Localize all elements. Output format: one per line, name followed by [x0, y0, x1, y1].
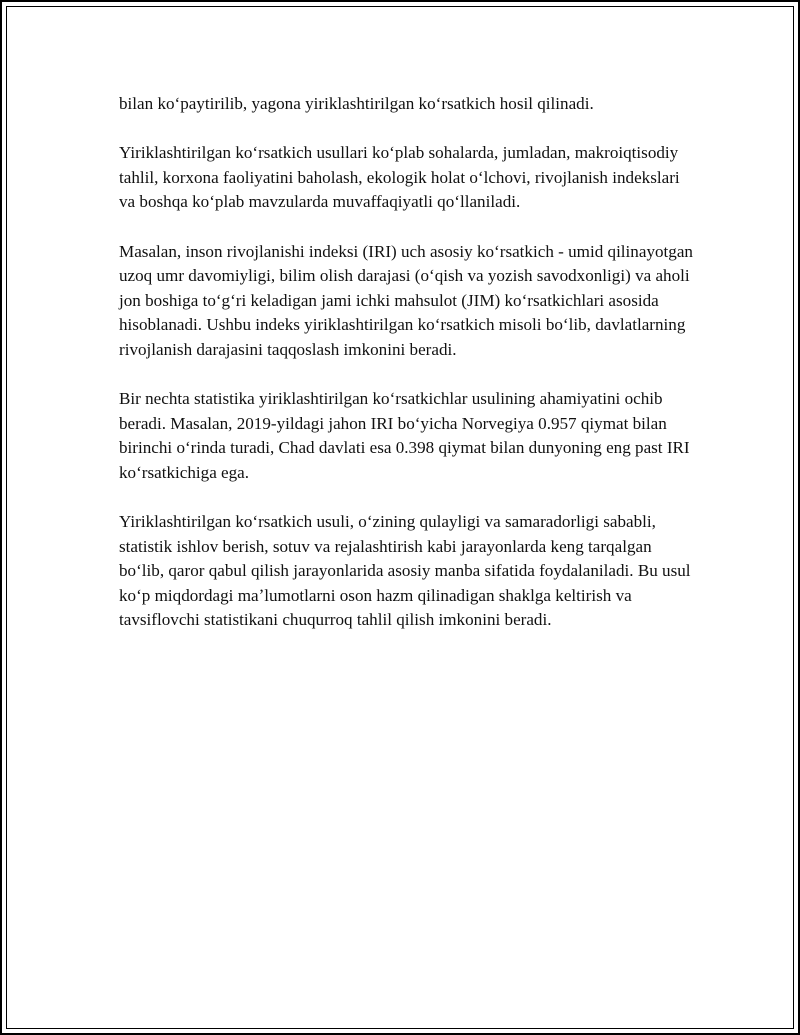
paragraph-2: Yiriklashtirilgan koʻrsatkich usullari koʻplab sohalarda, jumladan, makroiqtisodiy tahlil, korxona faoliyatini baholash, ekologik holat oʻlchovi, rivojlanish indekslari va boshqa koʻplab mavzularda muvaffaqiyatli qoʻllaniladi. — [119, 143, 680, 212]
paragraph-3: Masalan, inson rivojlanishi indeksi (IRI) uch asosiy koʻrsatkich - umid qilinayotgan uzoq umr davomiyligi, bilim olish darajasi (oʻqish va yozish savodxonligi) va aholi jon boshiga toʻgʻri keladigan jami ichki mahsulot (JIM) koʻrsatkichlari asosida hisoblanadi. Ushbu indeks yiriklashtirilgan koʻrsatkich misoli boʻlib, davlatlarning rivojlanish darajasini taqqoslash imkonini beradi. — [119, 241, 693, 359]
paragraph-1: bilan koʻpaytirilib, yagona yiriklashtirilgan koʻrsatkich hosil qilinadi. — [119, 94, 594, 113]
document-body — [119, 92, 699, 633]
paragraph-4: Bir nechta statistika yiriklashtirilgan koʻrsatkichlar usulining ahamiyatini ochib beradi. Masalan, 2019-yildagi jahon IRI boʻyicha Norvegiya 0.957 qiymat bilan birinchi oʻrinda turadi, Chad davlati esa 0.398 qiymat bilan dunyoning eng past IRI koʻrsatkichiga ega. — [119, 389, 690, 482]
paragraph-5: Yiriklashtirilgan koʻrsatkich usuli, oʻzining qulayligi va samaradorligi sababli, statistik ishlov berish, sotuv va rejalashtirish kabi jarayonlarda keng tarqalgan boʻlib, qaror qabul qilish jarayonlarida asosiy manba sifatida foydalaniladi. Bu usul koʻp miqdordagi maʼlumotlarni oson hazm qilinadigan shaklga keltirish va tavsiflovchi statistikani chuqurroq tahlil qilish imkonini beradi. — [119, 512, 691, 630]
